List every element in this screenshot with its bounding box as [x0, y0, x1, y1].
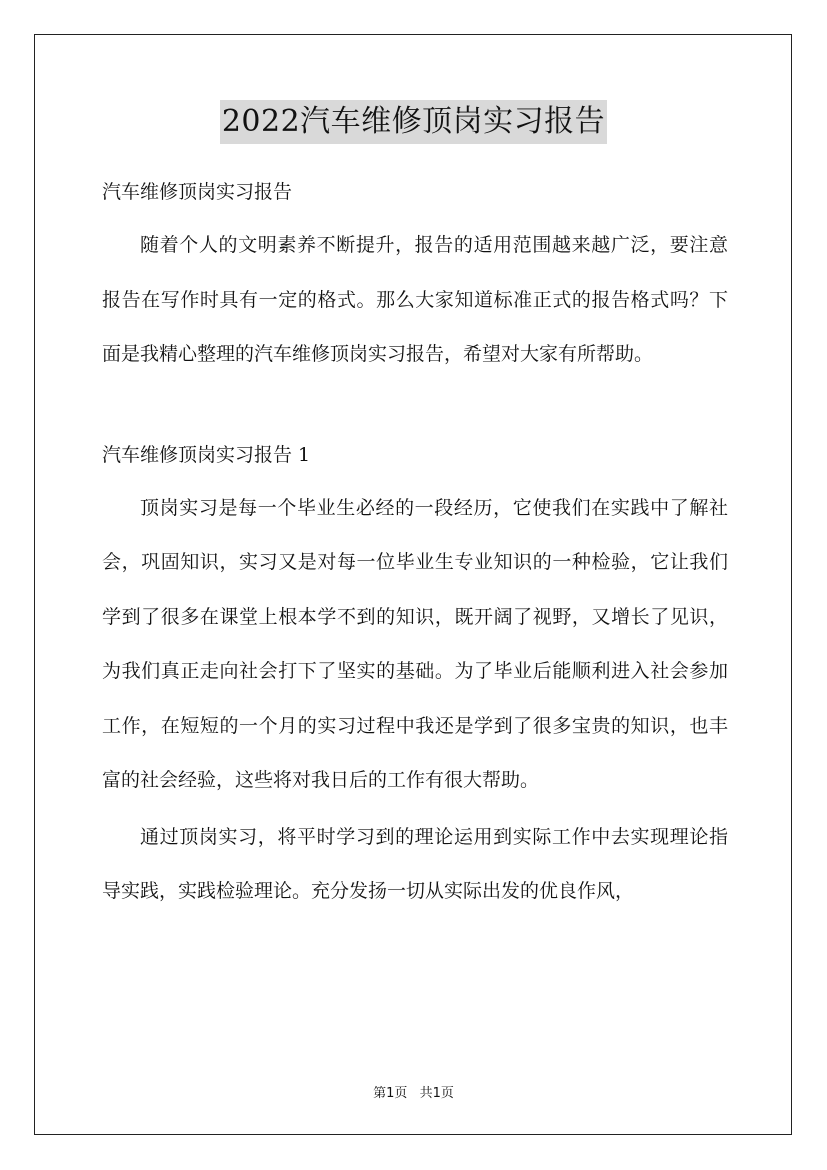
- section-heading: 汽车维修顶岗实习报告 1: [102, 443, 311, 466]
- page-footer: [0, 1082, 827, 1101]
- intro-paragraph: 随着个人的文明素养不断提升，报告的适用范围越来越广泛，要注意报告在写作时具有一定的格式。那么大家知道标准正式的报告格式吗？下面是我精心整理的汽车维修顶岗实习报告，希望对大家有所帮助。: [102, 234, 728, 365]
- document-body: [102, 176, 728, 919]
- body-paragraph-1: 顶岗实习是每一个毕业生必经的一段经历，它使我们在实践中了解社会，巩固知识，实习又是对每一位毕业生专业知识的一种检验，它让我们学到了很多在课堂上根本学不到的知识，既开阔了视野，又增长了见识，为我们真正走向社会打下了坚实的基础。为了毕业后能顺利进入社会参加工作，在短短的一个月的实习过程中我还是学到了很多宝贵的知识，也丰富的社会经验，这些将对我日后的工作有很大帮助。: [102, 496, 728, 791]
- document-title: 2022汽车维修顶岗实习报告: [220, 100, 607, 144]
- page-number-current: 第1页: [373, 1086, 408, 1101]
- intro-heading: 汽车维修顶岗实习报告: [102, 181, 293, 203]
- title-container: [0, 100, 827, 144]
- page-number-total: 共1页: [419, 1086, 454, 1101]
- body-paragraph-2: 通过顶岗实习，将平时学习到的理论运用到实际工作中去实现理论指导实践，实践检验理论。充分发扬一切从实际出发的优良作风，: [102, 825, 728, 902]
